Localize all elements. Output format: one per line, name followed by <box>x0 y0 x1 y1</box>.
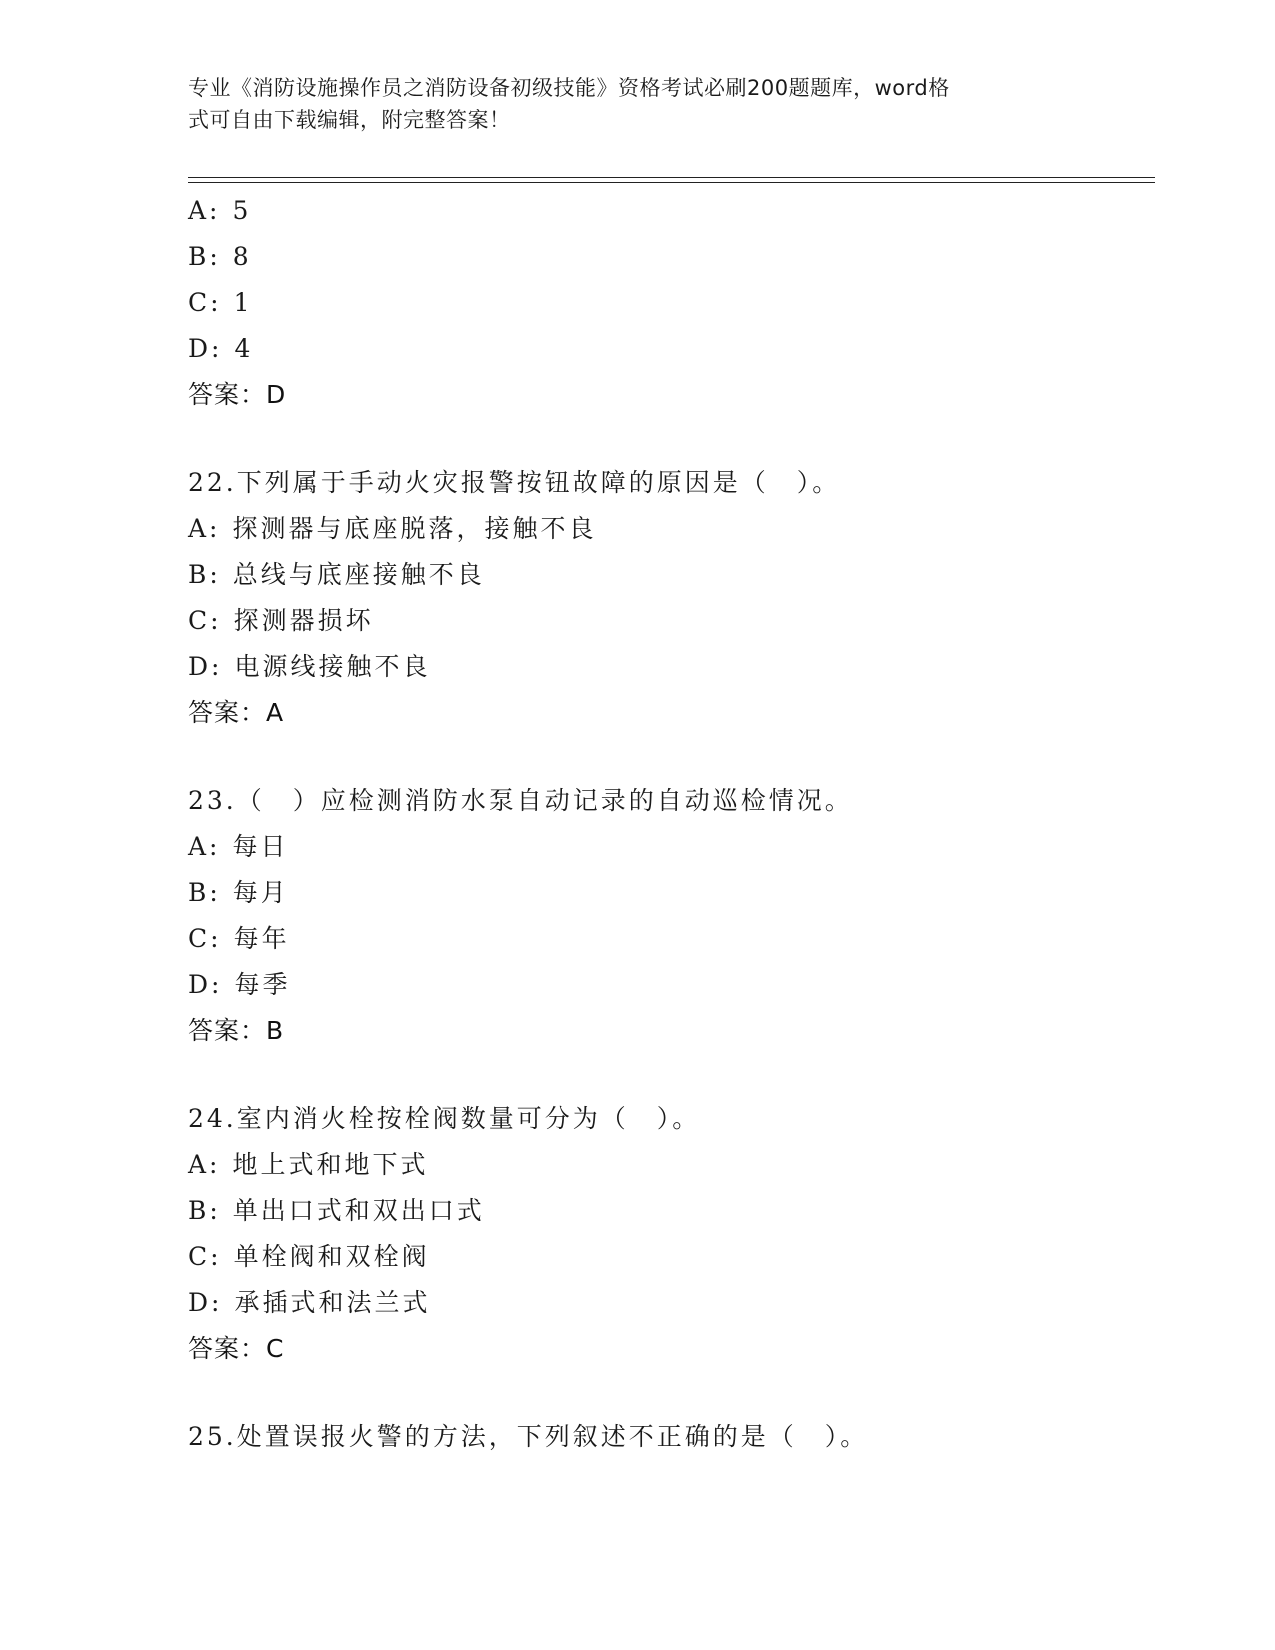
option-a: A: 探测器与底座脱落，接触不良 <box>188 514 597 543</box>
question-stem: 23.（ ）应检测消防水泵自动记录的自动巡检情况。 <box>188 786 853 815</box>
option-c: C: 1 <box>188 288 253 317</box>
option-d: D: 电源线接触不良 <box>188 652 431 681</box>
option-c: C: 每年 <box>188 924 290 953</box>
question-25 <box>188 1414 1148 1460</box>
answer: 答案：A <box>188 698 285 727</box>
answer: 答案：C <box>188 1334 285 1363</box>
question-21-continued <box>188 188 1148 418</box>
option-b: B: 每月 <box>188 878 289 907</box>
option-c: C: 探测器损坏 <box>188 606 374 635</box>
option-a: A: 5 <box>188 196 252 225</box>
option-b: B: 单出口式和双出口式 <box>188 1196 485 1225</box>
option-b: B: 8 <box>188 242 252 271</box>
header-divider-bottom <box>188 182 1155 183</box>
option-c: C: 单栓阀和双栓阀 <box>188 1242 430 1271</box>
question-23 <box>188 778 1148 1054</box>
option-d: D: 4 <box>188 334 254 363</box>
option-d: D: 每季 <box>188 970 291 999</box>
option-a: A: 每日 <box>188 832 289 861</box>
option-a: A: 地上式和地下式 <box>188 1150 429 1179</box>
answer: 答案：B <box>188 1016 285 1045</box>
header-divider-top <box>188 177 1155 178</box>
option-d: D: 承插式和法兰式 <box>188 1288 431 1317</box>
question-22 <box>188 460 1148 736</box>
answer: 答案：D <box>188 380 287 409</box>
question-stem: 22.下列属于手动火灾报警按钮故障的原因是（ ）。 <box>188 468 841 497</box>
header-line-1: 专业《消防设施操作员之消防设备初级技能》资格考试必刷200题题库，word格 <box>188 76 950 100</box>
header-line-2: 式可自由下载编辑，附完整答案！ <box>188 108 511 132</box>
document-header <box>188 72 1068 136</box>
option-b: B: 总线与底座接触不良 <box>188 560 485 589</box>
question-stem: 25.处置误报火警的方法，下列叙述不正确的是（ ）。 <box>188 1422 869 1451</box>
question-24 <box>188 1096 1148 1372</box>
question-stem: 24.室内消火栓按栓阀数量可分为（ ）。 <box>188 1104 701 1133</box>
